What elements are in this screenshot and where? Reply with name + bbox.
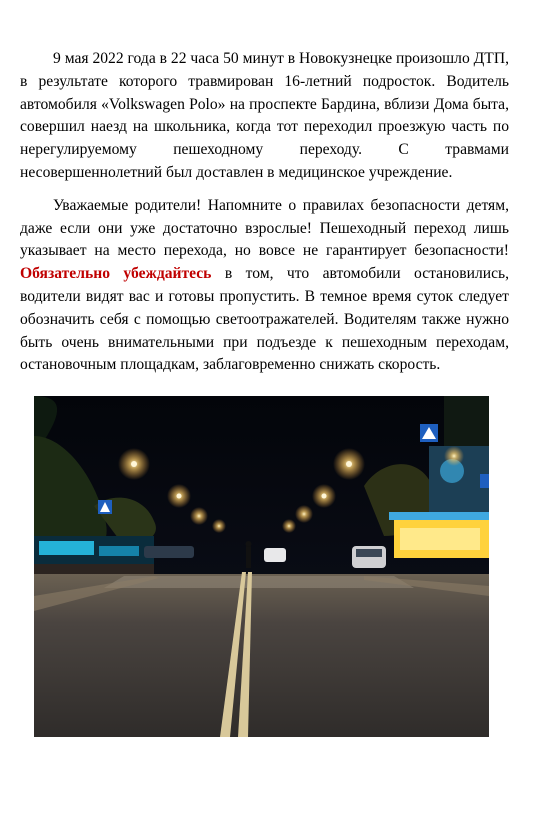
paragraph-appeal bbox=[20, 195, 509, 377]
paragraph-incident: 9 мая 2022 года в 22 часа 50 минут в Новокузнецке произошло ДТП, в результате которого травмирован 16-летний подросток. Водитель автомобиля «Volkswagen Polo» на проспекте Бардина, вблизи Дома быта, совершил наезд на школьника, когда тот переходил проезжую часть по нерегулируемому пешеходному переходу. С травмами несовершеннолетний был доставлен в медицинское учреждение. bbox=[20, 50, 509, 181]
kiosk-window bbox=[400, 528, 480, 550]
kiosk-roof bbox=[389, 512, 489, 520]
crossing-sign-right-icon bbox=[420, 424, 438, 442]
night-street-photo bbox=[34, 396, 489, 737]
appeal-text-start: Уважаемые родители! Напомните о правилах безопасности детям, даже если они уже достаточно взрослые! Пешеходный переход лишь указывает на место перехода, но вовсе не гарантирует безопасности! bbox=[20, 196, 509, 260]
crossing-sign-left-icon bbox=[98, 500, 112, 514]
neon-sign-left-2 bbox=[99, 546, 139, 556]
neon-sign-left bbox=[39, 541, 94, 555]
cars-parked-left bbox=[144, 546, 194, 558]
car-right-window bbox=[356, 549, 382, 557]
article-text bbox=[20, 48, 509, 377]
appeal-text-end: в том, что автомобили остановились, водители видят вас и готовы пропустить. В темное время суток следует обозначить себя с помощью светоотражателей. Водителям также нужно быть очень внимательными при подъезде к пешеходным переходам, остановочным площадкам, заблаговременно снижать скорость. bbox=[20, 265, 509, 374]
night-street-illustration bbox=[34, 396, 489, 737]
person bbox=[246, 546, 251, 568]
road bbox=[34, 574, 489, 737]
car-center bbox=[264, 548, 286, 562]
crossing-sign-far-right-icon bbox=[480, 474, 489, 488]
emphasis-text: Обязательно убеждайтесь bbox=[20, 265, 212, 283]
person-head bbox=[246, 541, 252, 547]
